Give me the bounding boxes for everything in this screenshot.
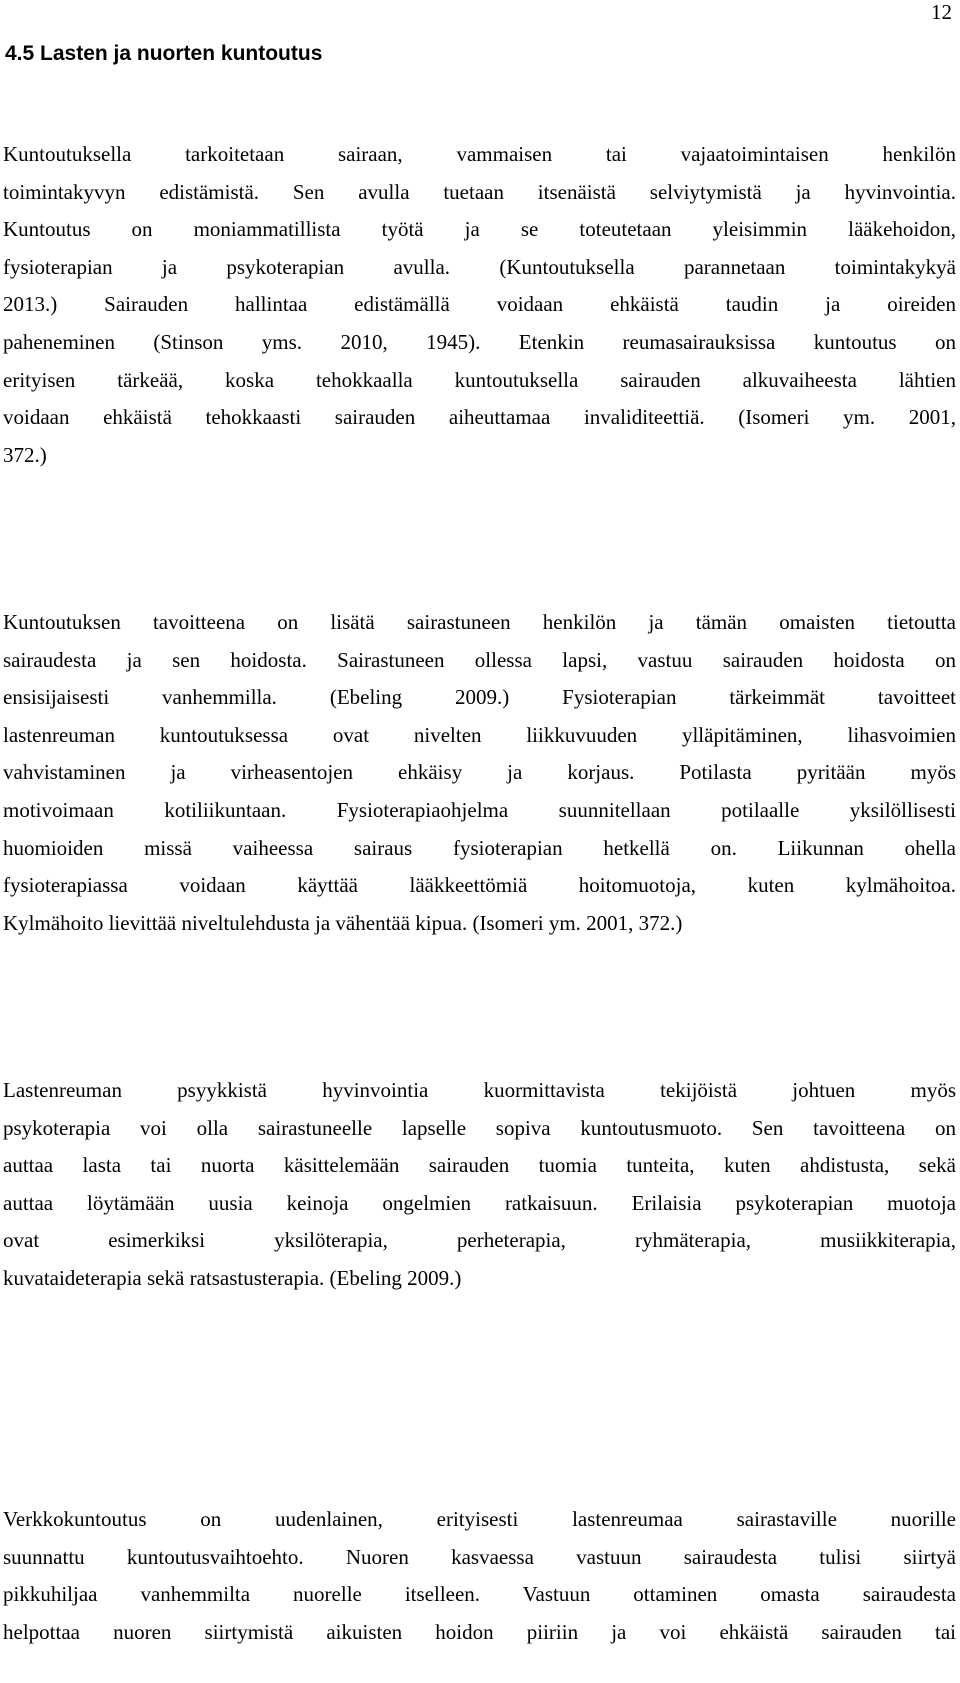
text-line: ensisijaisesti vanhemmilla. (Ebeling 2009.) Fysioterapian tärkeimmät tavoitteet [3,685,956,710]
text-line: erityisen tärkeää, koska tehokkaalla kuntoutuksella sairauden alkuvaiheesta lähtien [3,367,956,392]
paragraph-online-rehabilitation [3,1501,956,1651]
text-line: sairaudesta ja sen hoidosta. Sairastuneen ollessa lapsi, vastuu sairauden hoidosta on [3,647,956,672]
text-line: Kuntoutuksella tarkoitetaan sairaan, vammaisen tai vajaatoimintaisen henkilön [3,142,956,166]
text-line: lastenreuman kuntoutuksessa ovat nivelten liikkuvuuden ylläpitäminen, lihasvoimien [3,722,956,747]
paragraph-rehabilitation-definition [3,136,956,474]
text-line: fysioterapiassa voidaan käyttää lääkkeettömiä hoitomuotoja, kuten kylmähoitoa. [3,873,956,898]
text-line: motivoimaan kotiliikuntaan. Fysioterapiaohjelma suunnitellaan potilaalle yksilöllisesti [3,797,956,822]
text-line: toimintakyvyn edistämistä. Sen avulla tuetaan itsenäistä selviytymistä ja hyvinvointia. [3,179,956,204]
text-line: Verkkokuntoutus on uudenlainen, erityisesti lastenreumaa sairastaville nuorille [3,1507,956,1531]
text-line: paheneminen (Stinson yms. 2010, 1945). Etenkin reumasairauksissa kuntoutus on [3,329,956,354]
section-heading: 4.5 Lasten ja nuorten kuntoutus [5,42,323,65]
text-line: ovat esimerkiksi yksilöterapia, perheterapia, ryhmäterapia, musiikkiterapia, [3,1228,956,1253]
text-line: suunnattu kuntoutusvaihtoehto. Nuoren kasvaessa vastuun sairaudesta tulisi siirtyä [3,1544,956,1569]
text-line: fysioterapian ja psykoterapian avulla. (Kuntoutuksella parannetaan toimintakykyä [3,254,956,279]
text-line: 372.) [3,442,47,467]
text-line: pikkuhiljaa vanhemmilta nuorelle itselleen. Vastuun ottaminen omasta sairaudesta [3,1582,956,1607]
text-line: auttaa löytämään uusia keinoja ongelmien ratkaisuun. Erilaisia psykoterapian muotoja [3,1190,956,1215]
paragraph-rehabilitation-goals [3,604,956,942]
text-line: helpottaa nuoren siirtymistä aikuisten hoidon piiriin ja voi ehkäistä sairauden tai [3,1619,956,1644]
text-line: vahvistaminen ja virheasentojen ehkäisy ja korjaus. Potilasta pyritään myös [3,760,956,785]
text-line: psykoterapia voi olla sairastuneelle lapselle sopiva kuntoutusmuoto. Sen tavoitteena on [3,1115,956,1140]
text-line: huomioiden missä vaiheessa sairaus fysioterapian hetkellä on. Liikunnan ohella [3,835,956,860]
text-line: Kuntoutus on moniammatillista työtä ja se toteutetaan yleisimmin lääkehoidon, [3,217,956,242]
text-line: voidaan ehkäistä tehokkaasti sairauden aiheuttamaa invaliditeettiä. (Isomeri ym. 2001, [3,405,956,430]
text-line: auttaa lasta tai nuorta käsittelemään sairauden tuomia tunteita, kuten ahdistusta, sekä [3,1153,956,1178]
page-number: 12 [931,0,952,24]
text-line: Lastenreuman psyykkistä hyvinvointia kuormittavista tekijöistä johtuen myös [3,1078,956,1102]
paragraph-psychotherapy [3,1072,956,1298]
text-line: Kuntoutuksen tavoitteena on lisätä sairastuneen henkilön ja tämän omaisten tietoutta [3,610,956,634]
text-line: Kylmähoito lievittää niveltulehdusta ja vähentää kipua. (Isomeri ym. 2001, 372.) [3,910,683,935]
text-line: kuvataideterapia sekä ratsastusterapia. (Ebeling 2009.) [3,1265,462,1290]
text-line: 2013.) Sairauden hallintaa edistämällä voidaan ehkäistä taudin ja oireiden [3,292,956,317]
